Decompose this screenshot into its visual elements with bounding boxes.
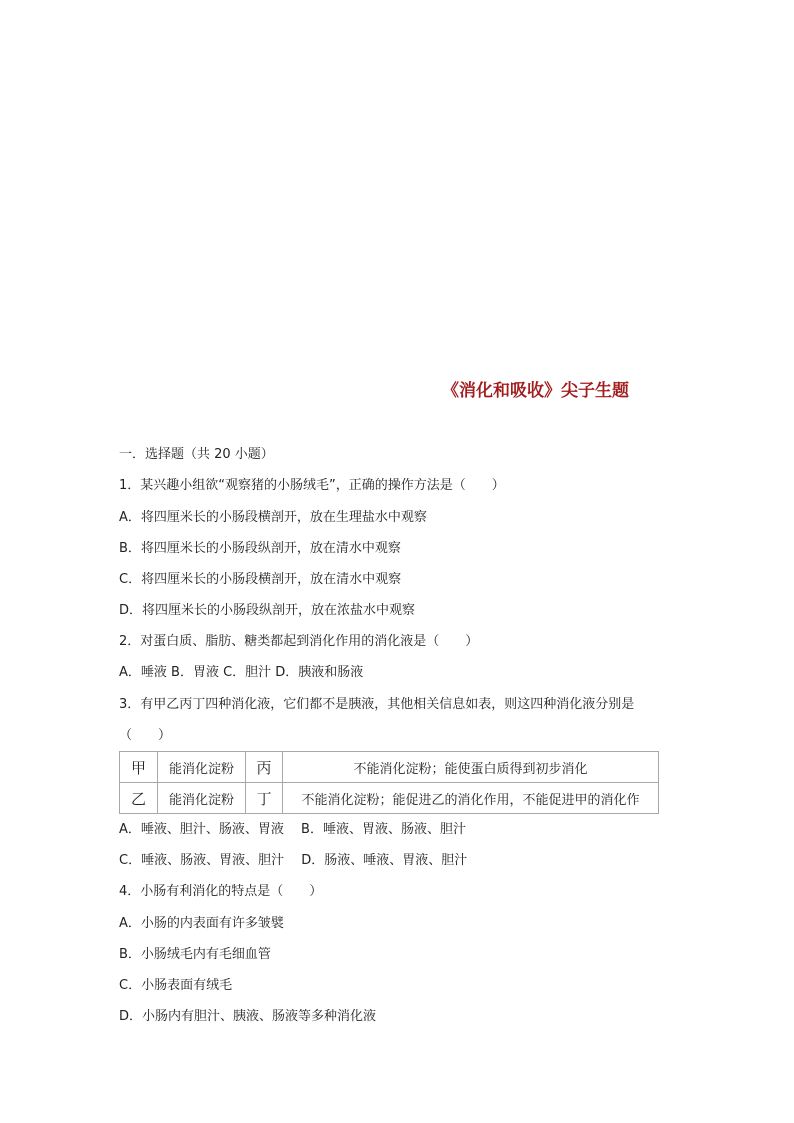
question-4-option-d: D．小肠内有胆汁、胰液、肠液等多种消化液 xyxy=(119,1009,377,1024)
table-row xyxy=(120,752,659,783)
table-cell: 不能消化淀粉；能促进乙的消化作用，不能促进甲的消化作 xyxy=(283,783,659,814)
question-3-table xyxy=(119,751,659,814)
question-3-stem: 3．有甲乙丙丁四种消化液，它们都不是胰液，其他相关信息如表，则这四种消化液分别是 xyxy=(119,697,635,712)
question-1-option-a: A．将四厘米长的小肠段横剖开，放在生理盐水中观察 xyxy=(119,510,427,525)
question-3-options-ab: A．唾液、胆汁、肠液、胃液 B．唾液、胃液、肠液、胆汁 xyxy=(119,822,466,837)
table-row xyxy=(120,783,659,814)
table-cell: 能消化淀粉 xyxy=(158,783,246,814)
question-4-option-c: C．小肠表面有绒毛 xyxy=(119,978,233,993)
question-1-option-c: C．将四厘米长的小肠段横剖开，放在清水中观察 xyxy=(119,572,402,587)
table-cell: 丁 xyxy=(246,783,283,814)
table-cell: 能消化淀粉 xyxy=(158,752,246,783)
table-cell: 甲 xyxy=(120,752,158,783)
question-3-options-cd: C．唾液、肠液、胃液、胆汁 D．肠液、唾液、胃液、胆汁 xyxy=(119,853,468,868)
table-cell: 不能消化淀粉；能使蛋白质得到初步消化 xyxy=(283,752,659,783)
question-4-option-b: B．小肠绒毛内有毛细血管 xyxy=(119,947,271,962)
question-1-option-b: B．将四厘米长的小肠段纵剖开，放在清水中观察 xyxy=(119,541,401,556)
question-4-stem: 4．小肠有利消化的特点是（ ） xyxy=(119,884,323,899)
question-3-stem-continuation: （ ） xyxy=(119,728,172,743)
section-heading: 一．选择题（共 20 小题） xyxy=(119,447,274,462)
question-1-stem: 1．某兴趣小组欲“观察猪的小肠绒毛”，正确的操作方法是（ ） xyxy=(119,478,505,493)
table-cell: 乙 xyxy=(120,783,158,814)
page-title: 《消化和吸收》尖子生题 xyxy=(442,381,629,401)
question-2-stem: 2．对蛋白质、脂肪、糖类都起到消化作用的消化液是（ ） xyxy=(119,634,479,649)
question-2-options: A．唾液 B．胃液 C．胆汁 D．胰液和肠液 xyxy=(119,665,364,680)
question-4-option-a: A．小肠的内表面有许多皱襞 xyxy=(119,916,284,931)
table-cell: 丙 xyxy=(246,752,283,783)
question-1-option-d: D．将四厘米长的小肠段纵剖开，放在浓盐水中观察 xyxy=(119,603,416,618)
